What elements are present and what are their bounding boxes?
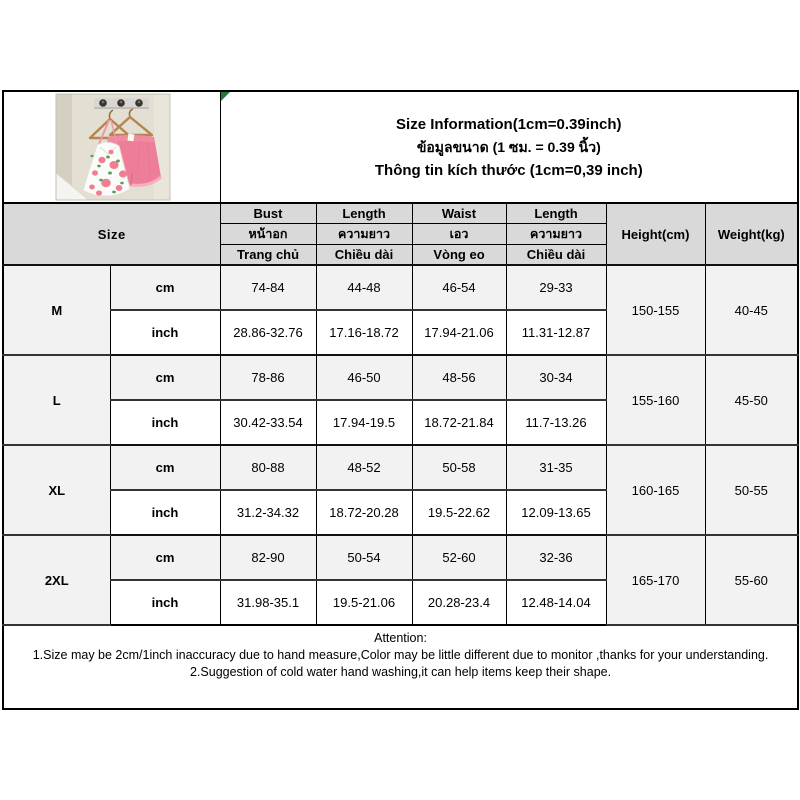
l-bust-cm: 78-86 [220, 355, 316, 400]
col-header-waist-en: Waist [412, 203, 506, 224]
unit-inch: inch [110, 400, 220, 445]
size-column-header: Size [3, 203, 220, 265]
m-length2-cm: 29-33 [506, 265, 606, 310]
xl-bust-inch: 31.2-34.32 [220, 490, 316, 535]
col-header-length-th: ความยาว [316, 224, 412, 245]
xl-length-inch: 18.72-20.28 [316, 490, 412, 535]
col-header-waist-th: เอว [412, 224, 506, 245]
xl-length-cm: 48-52 [316, 445, 412, 490]
2xl-bust-cm: 82-90 [220, 535, 316, 580]
table-row-2xl-cm [3, 535, 798, 580]
table-row-l-cm [3, 355, 798, 400]
unit-inch: inch [110, 310, 220, 355]
product-photo [4, 93, 219, 201]
l-length-inch: 17.94-19.5 [316, 400, 412, 445]
table-row-xl-cm [3, 445, 798, 490]
size-label-xl: XL [3, 445, 110, 535]
unit-cm: cm [110, 535, 220, 580]
col-header-length2-en: Length [506, 203, 606, 224]
size-label-2xl: 2XL [3, 535, 110, 625]
title-vietnamese: Thông tin kích thước (1cm=0,39 inch) [374, 161, 643, 179]
attention-row [3, 625, 798, 709]
weight-column-header: Weight(kg) [705, 203, 798, 265]
height-column-header: Height(cm) [606, 203, 705, 265]
col-header-bust-vi: Trang chủ [220, 245, 316, 266]
l-height: 155-160 [606, 355, 705, 445]
2xl-waist-inch: 20.28-23.4 [412, 580, 506, 625]
attention-title: Attention: [374, 631, 427, 645]
col-header-waist-vi: Vòng eo [412, 245, 506, 266]
col-header-bust-en: Bust [220, 203, 316, 224]
l-waist-cm: 48-56 [412, 355, 506, 400]
xl-height: 160-165 [606, 445, 705, 535]
unit-cm: cm [110, 265, 220, 310]
header-row [3, 91, 798, 203]
xl-weight: 50-55 [705, 445, 798, 535]
xl-waist-inch: 19.5-22.62 [412, 490, 506, 535]
2xl-waist-cm: 52-60 [412, 535, 506, 580]
2xl-length-cm: 50-54 [316, 535, 412, 580]
m-length-inch: 17.16-18.72 [316, 310, 412, 355]
attention-cell [3, 625, 798, 709]
size-table [2, 90, 799, 710]
2xl-bust-inch: 31.98-35.1 [220, 580, 316, 625]
m-bust-cm: 74-84 [220, 265, 316, 310]
attention-line-2: 2.Suggestion of cold water hand washing,it can help items keep their shape. [189, 665, 612, 679]
2xl-weight: 55-60 [705, 535, 798, 625]
size-label-m: M [3, 265, 110, 355]
l-length-cm: 46-50 [316, 355, 412, 400]
xl-length2-inch: 12.09-13.65 [506, 490, 606, 535]
m-waist-cm: 46-54 [412, 265, 506, 310]
unit-cm: cm [110, 445, 220, 490]
l-weight: 45-50 [705, 355, 798, 445]
unit-inch: inch [110, 580, 220, 625]
col-header-bust-th: หน้าอก [220, 224, 316, 245]
xl-waist-cm: 50-58 [412, 445, 506, 490]
col-header-length-vi: Chiều dài [316, 245, 412, 266]
l-waist-inch: 18.72-21.84 [412, 400, 506, 445]
title-cell [220, 91, 798, 203]
column-header-row-en [3, 203, 798, 224]
unit-inch: inch [110, 490, 220, 535]
m-bust-inch: 28.86-32.76 [220, 310, 316, 355]
m-length-cm: 44-48 [316, 265, 412, 310]
product-photo-cell [3, 91, 220, 203]
l-length2-inch: 11.7-13.26 [506, 400, 606, 445]
xl-length2-cm: 31-35 [506, 445, 606, 490]
attention-line-1: 1.Size may be 2cm/1inch inaccuracy due to hand measure,Color may be little different due to monitor ,thanks for your understanding. [32, 648, 769, 662]
xl-bust-cm: 80-88 [220, 445, 316, 490]
col-header-length2-vi: Chiều dài [506, 245, 606, 266]
col-header-length-en: Length [316, 203, 412, 224]
2xl-height: 165-170 [606, 535, 705, 625]
l-length2-cm: 30-34 [506, 355, 606, 400]
m-waist-inch: 17.94-21.06 [412, 310, 506, 355]
m-height: 150-155 [606, 265, 705, 355]
m-weight: 40-45 [705, 265, 798, 355]
size-label-l: L [3, 355, 110, 445]
m-length2-inch: 11.31-12.87 [506, 310, 606, 355]
green-corner-marker-icon [221, 92, 230, 101]
unit-cm: cm [110, 355, 220, 400]
col-header-length2-th: ความยาว [506, 224, 606, 245]
title-english: Size Information(1cm=0.39inch) [396, 115, 622, 133]
title-thai: ข้อมูลขนาด (1 ซม. = 0.39 นิ้ว) [416, 138, 601, 155]
2xl-length2-cm: 32-36 [506, 535, 606, 580]
l-bust-inch: 30.42-33.54 [220, 400, 316, 445]
2xl-length-inch: 19.5-21.06 [316, 580, 412, 625]
2xl-length2-inch: 12.48-14.04 [506, 580, 606, 625]
table-row-m-cm [3, 265, 798, 310]
